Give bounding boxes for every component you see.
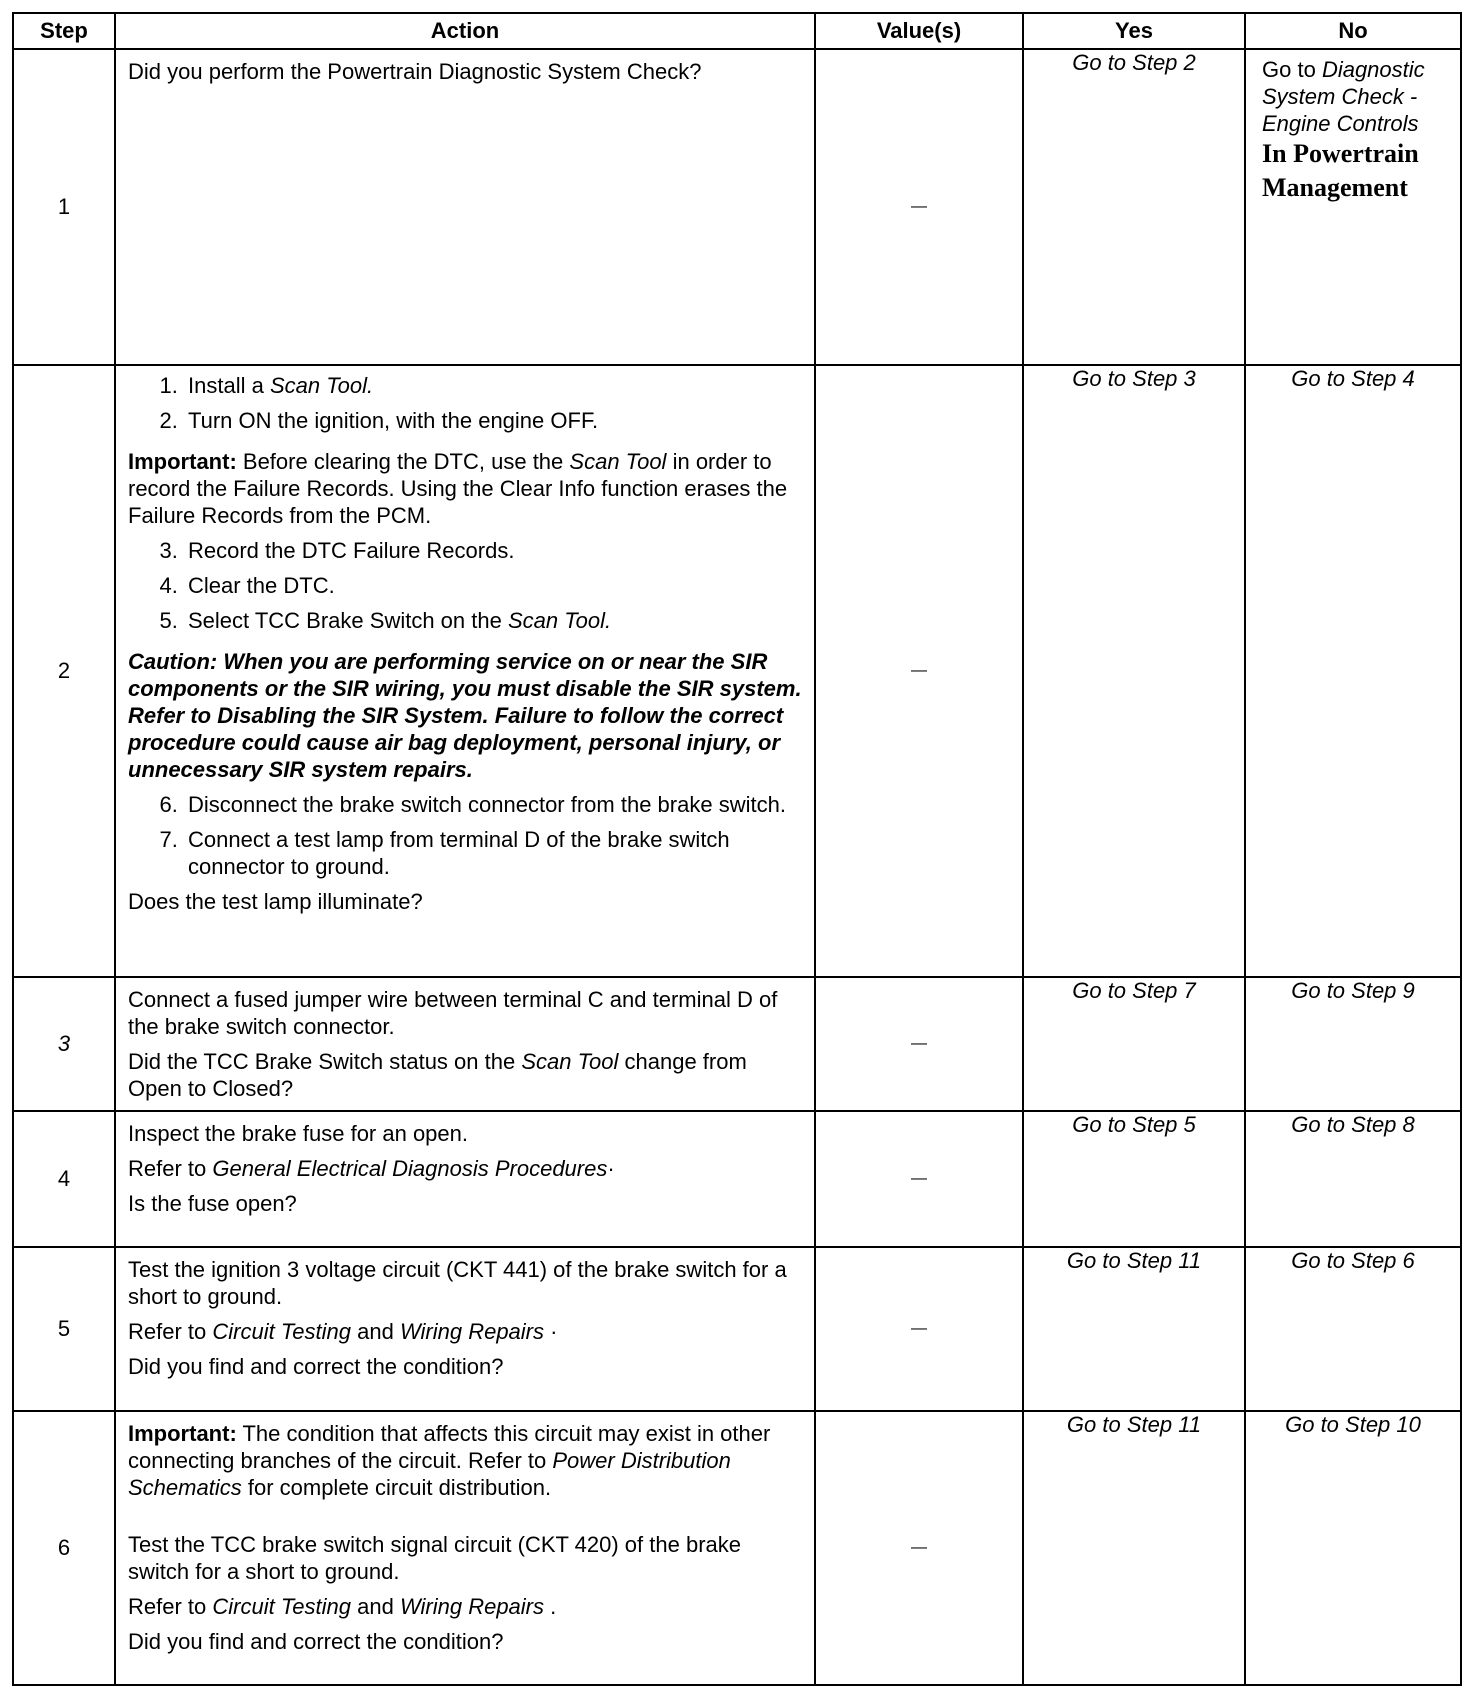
header-no: No (1245, 13, 1461, 49)
value-cell (815, 49, 1023, 365)
no-cell (1245, 1247, 1461, 1411)
step-number: 3 (13, 977, 115, 1111)
no-link[interactable]: Go to Step 8 (1291, 1112, 1415, 1137)
action-text: Inspect the brake fuse for an open. (128, 1121, 469, 1146)
value-cell (815, 365, 1023, 977)
no-suffix: In Powertrain Management (1262, 139, 1419, 202)
action-question: Did the TCC Brake Switch status on the Scan Tool change from Open to Closed? (128, 1049, 747, 1101)
no-link[interactable]: Diagnostic System Check - Engine Controls (1262, 57, 1425, 136)
action-cell (115, 1247, 815, 1411)
no-link[interactable]: Go to Step 10 (1285, 1412, 1421, 1437)
yes-cell (1023, 1111, 1245, 1247)
yes-link[interactable]: Go to Step 3 (1072, 366, 1196, 391)
action-text: Test the TCC brake switch signal circuit (CKT 420) of the brake switch for a short to ground. (128, 1532, 741, 1584)
action-cell (115, 365, 815, 977)
diagnostic-table (12, 12, 1462, 1686)
no-cell (1245, 1411, 1461, 1685)
action-text: Connect a fused jumper wire between terminal C and terminal D of the brake switch connector. (128, 987, 778, 1039)
reference-link[interactable]: Wiring Repairs (399, 1319, 545, 1344)
yes-cell (1023, 1247, 1245, 1411)
no-link[interactable]: Go to Step 6 (1291, 1248, 1415, 1273)
yes-cell (1023, 49, 1245, 365)
value-dash: — (911, 1170, 927, 1187)
yes-cell (1023, 1411, 1245, 1685)
step-number: 2 (13, 365, 115, 977)
header-yes: Yes (1023, 13, 1245, 49)
no-link[interactable]: Go to Step 4 (1291, 366, 1415, 391)
header-action: Action (115, 13, 815, 49)
scan-tool-link: Scan Tool. (269, 373, 374, 398)
important-note: Important: The condition that affects this circuit may exist in other connecting branches of the circuit. Refer to Power Distribution Schematics for complete circuit distribution. (128, 1421, 771, 1500)
table-row (13, 1111, 1461, 1247)
value-dash: — (911, 1035, 927, 1052)
value-dash: — (911, 1539, 927, 1556)
caution-note: Caution: When you are performing service on or near the SIR components or the SIR wiring, you must disable the SIR system. Refer to Disabling the SIR System. Failure to follow the correct procedure could cause air bag deployment, personal injury, or unnecessary SIR system repairs. (128, 649, 802, 782)
list-item: 5. Select TCC Brake Switch on the Scan Tool. (184, 607, 802, 634)
value-cell (815, 977, 1023, 1111)
list-item: 3. Record the DTC Failure Records. (184, 537, 802, 564)
no-cell (1245, 977, 1461, 1111)
list-item: 1. Install a Scan Tool. (184, 372, 802, 399)
action-cell (115, 977, 815, 1111)
diagnostic-page (12, 12, 1460, 1692)
no-cell (1245, 1111, 1461, 1247)
list-item: 7. Connect a test lamp from terminal D of the brake switch connector to ground. (184, 826, 802, 880)
header-step: Step (13, 13, 115, 49)
list-item: 4. Clear the DTC. (184, 572, 802, 599)
list-item: 2. Turn ON the ignition, with the engine OFF. (184, 407, 802, 434)
value-cell (815, 1411, 1023, 1685)
yes-link[interactable]: Go to Step 11 (1066, 1248, 1202, 1273)
action-question: Did you find and correct the condition? (128, 1354, 504, 1379)
reference-text: Refer to Circuit Testing and Wiring Repairs · (128, 1319, 558, 1344)
reference-link[interactable]: General Electrical Diagnosis Procedures (212, 1156, 608, 1181)
no-prefix: Go to (1262, 57, 1316, 82)
value-dash: — (911, 1320, 927, 1337)
action-question: Does the test lamp illuminate? (128, 889, 423, 914)
step-number: 4 (13, 1111, 115, 1247)
action-cell (115, 1111, 815, 1247)
reference-text: Refer to General Electrical Diagnosis Procedures· (128, 1156, 615, 1181)
reference-link[interactable]: Circuit Testing (212, 1594, 351, 1619)
no-cell (1245, 365, 1461, 977)
action-question: Did you find and correct the condition? (128, 1629, 504, 1654)
yes-link[interactable]: Go to Step 11 (1066, 1412, 1202, 1437)
value-dash: — (911, 198, 927, 215)
step-number: 6 (13, 1411, 115, 1685)
table-row (13, 977, 1461, 1111)
table-row (13, 1247, 1461, 1411)
value-cell (815, 1111, 1023, 1247)
no-link[interactable]: Go to Step 9 (1291, 978, 1415, 1003)
list-item: 6. Disconnect the brake switch connector from the brake switch. (184, 791, 802, 818)
header-values: Value(s) (815, 13, 1023, 49)
yes-link[interactable]: Go to Step 2 (1072, 50, 1196, 75)
action-cell (115, 49, 815, 365)
yes-link[interactable]: Go to Step 5 (1072, 1112, 1196, 1137)
important-note: Important: Before clearing the DTC, use the Scan Tool in order to record the Failure Records. Using the Clear Info function erases the Failure Records from the PCM. (128, 449, 788, 528)
value-cell (815, 1247, 1023, 1411)
table-row (13, 1411, 1461, 1685)
reference-link[interactable]: Wiring Repairs (399, 1594, 545, 1619)
step-number: 5 (13, 1247, 115, 1411)
action-question: Did you perform the Powertrain Diagnostic System Check? (128, 59, 702, 84)
yes-cell (1023, 365, 1245, 977)
step-number: 1 (13, 49, 115, 365)
action-text: Test the ignition 3 voltage circuit (CKT 441) of the brake switch for a short to ground. (128, 1257, 787, 1309)
table-row (13, 365, 1461, 977)
header-row (13, 13, 1461, 49)
table-row (13, 49, 1461, 365)
action-question: Is the fuse open? (128, 1191, 297, 1216)
value-dash: — (911, 662, 927, 679)
yes-cell (1023, 977, 1245, 1111)
action-cell (115, 1411, 815, 1685)
no-cell (1245, 49, 1461, 365)
yes-link[interactable]: Go to Step 7 (1072, 978, 1196, 1003)
reference-link[interactable]: Circuit Testing (212, 1319, 351, 1344)
reference-text: Refer to Circuit Testing and Wiring Repairs . (128, 1594, 557, 1619)
